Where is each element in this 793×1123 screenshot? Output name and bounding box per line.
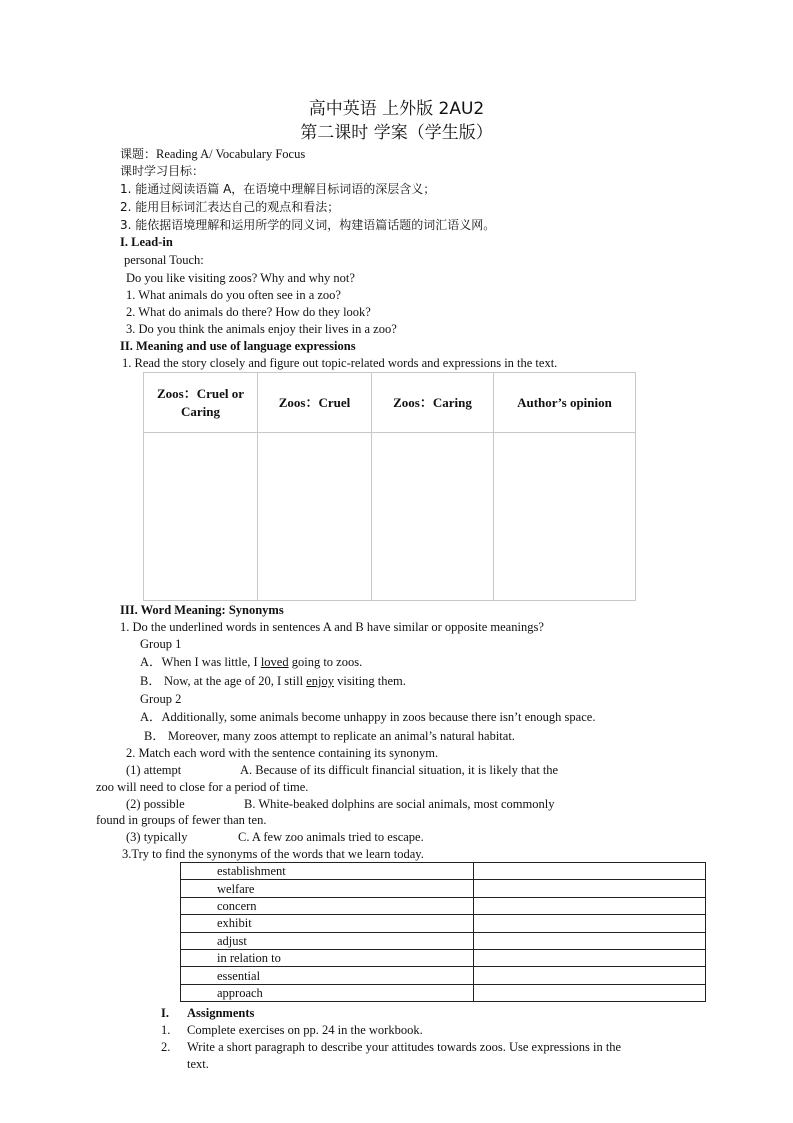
- text-segment: A．When I was little, I: [140, 655, 261, 669]
- lead-in-question: Do you like visiting zoos? Why and why not?: [126, 271, 355, 285]
- group2-label: Group 2: [140, 692, 182, 706]
- page-title: 高中英语 上外版 2AU2: [308, 99, 485, 119]
- match-word-2: (2) possible: [126, 797, 185, 811]
- underlined-word: enjoy: [306, 674, 334, 688]
- synonym-answer-cell[interactable]: [474, 897, 706, 914]
- match-word-3: (3) typically: [126, 830, 188, 844]
- table-header-cell: Zoos：Cruel: [258, 373, 372, 433]
- match-sentence-a-cont: zoo will need to close for a period of time.: [96, 780, 309, 794]
- objective-3: 3. 能依据语境理解和运用所学的同义词，构建语篇话题的词汇语义网。: [120, 218, 496, 232]
- assignment-num-1: 1.: [161, 1023, 171, 1037]
- synonym-word: approach: [181, 984, 474, 1001]
- assignment-text-1: Complete exercises on pp. 24 in the workbook.: [187, 1023, 423, 1037]
- meaning-instruction: 1. Read the story closely and figure out topic-related words and expressions in the text.: [122, 356, 558, 370]
- match-word-1: (1) attempt: [126, 763, 182, 777]
- synonym-answer-cell[interactable]: [474, 880, 706, 897]
- group1-sentence-a: [140, 654, 362, 671]
- synonyms-q3: 3.Try to find the synonyms of the words that we learn today.: [122, 847, 424, 861]
- answer-cell[interactable]: [258, 433, 372, 601]
- objective-1: 1. 能通过阅读语篇 A，在语境中理解目标词语的深层含义；: [120, 182, 436, 196]
- synonym-word: welfare: [181, 880, 474, 897]
- table-header-cell: Zoos：Cruel or Caring: [144, 373, 258, 433]
- table-header-cell: Author’s opinion: [494, 373, 636, 433]
- synonym-answer-cell[interactable]: [474, 984, 706, 1001]
- assignment-text-2-cont: text.: [187, 1057, 209, 1071]
- synonym-word: establishment: [181, 863, 474, 880]
- topic-label: 课题：: [120, 147, 157, 161]
- assignments-heading: Assignments: [187, 1006, 255, 1020]
- lead-in-item-3: 3. Do you think the animals enjoy their lives in a zoo?: [126, 322, 397, 336]
- group2-sentence-a: A．Additionally, some animals become unhappy in zoos because there isn’t enough space.: [140, 710, 596, 724]
- group1-label: Group 1: [140, 637, 182, 651]
- group2-sentence-b: B． Moreover, many zoos attempt to replicate an animal’s natural habitat.: [144, 729, 515, 743]
- table-header-cell: Zoos：Caring: [372, 373, 494, 433]
- topic-text: Reading A/ Vocabulary Focus: [156, 147, 306, 161]
- text-segment: B． Now, at the age of 20, I still: [140, 674, 307, 688]
- match-sentence-a: A. Because of its difficult financial situation, it is likely that the: [240, 763, 559, 777]
- page-subtitle: 第二课时 学案（学生版）: [300, 123, 493, 143]
- synonym-answer-cell[interactable]: [474, 863, 706, 880]
- assignment-num-2: 2.: [161, 1040, 171, 1054]
- underlined-word: loved: [260, 655, 289, 669]
- assignments-heading-num: I.: [161, 1006, 169, 1020]
- answer-cell[interactable]: [372, 433, 494, 601]
- synonyms-q2: 2. Match each word with the sentence containing its synonym.: [126, 746, 439, 760]
- synonym-answer-cell[interactable]: [474, 949, 706, 966]
- synonym-answer-cell[interactable]: [474, 932, 706, 949]
- objectives-label: 课时学习目标：: [120, 164, 205, 178]
- synonyms-q1: 1. Do the underlined words in sentences A and B have similar or opposite meanings?: [120, 620, 544, 634]
- match-sentence-b: B. White-beaked dolphins are social animals, most commonly: [244, 797, 555, 811]
- meaning-heading: II. Meaning and use of language expressions: [120, 339, 356, 353]
- answer-cell[interactable]: [494, 433, 636, 601]
- synonym-word: essential: [181, 967, 474, 984]
- synonym-word: adjust: [181, 932, 474, 949]
- lead-in-heading: I. Lead-in: [120, 235, 173, 249]
- synonym-answer-cell[interactable]: [474, 915, 706, 932]
- synonym-word: exhibit: [181, 915, 474, 932]
- synonym-table: [180, 862, 706, 1002]
- answer-cell[interactable]: [144, 433, 258, 601]
- synonym-answer-cell[interactable]: [474, 967, 706, 984]
- text-segment: going to zoos.: [288, 655, 363, 669]
- topic-table: [143, 372, 636, 601]
- synonym-word: concern: [181, 897, 474, 914]
- synonyms-heading: III. Word Meaning: Synonyms: [120, 603, 284, 617]
- objective-2: 2. 能用目标词汇表达自己的观点和看法；: [120, 200, 340, 214]
- group1-sentence-b: [140, 673, 406, 690]
- match-sentence-c: C. A few zoo animals tried to escape.: [238, 830, 424, 844]
- topic-line: [120, 146, 305, 163]
- lead-in-item-1: 1. What animals do you often see in a zoo?: [126, 288, 341, 302]
- synonym-word: in relation to: [181, 949, 474, 966]
- text-segment: visiting them.: [333, 674, 406, 688]
- lead-in-sub: personal Touch:: [124, 253, 204, 267]
- assignment-text-2: Write a short paragraph to describe your attitudes towards zoos. Use expressions in the: [187, 1040, 622, 1054]
- lead-in-item-2: 2. What do animals do there? How do they look?: [126, 305, 371, 319]
- match-sentence-b-cont: found in groups of fewer than ten.: [96, 813, 267, 827]
